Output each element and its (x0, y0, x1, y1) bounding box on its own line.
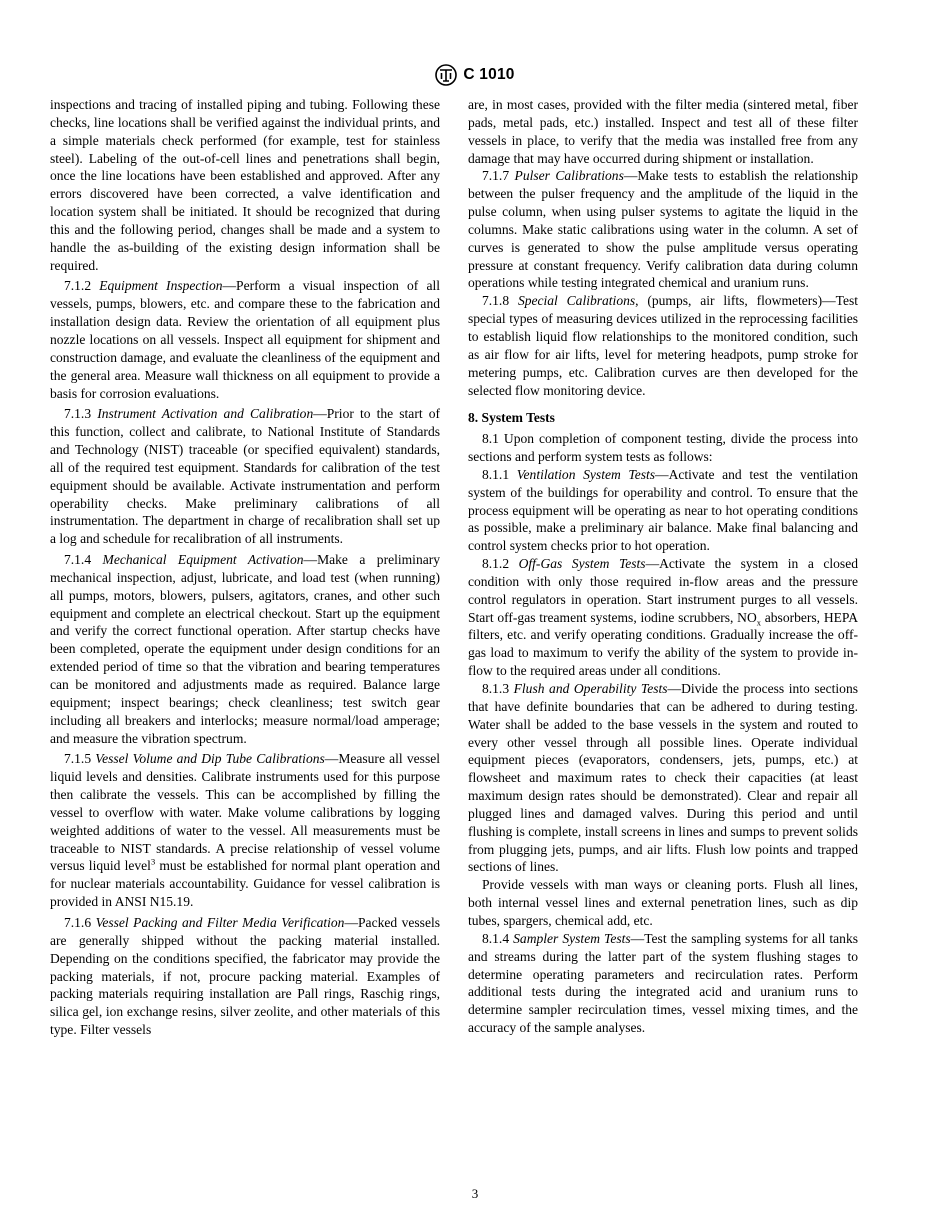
section-title: Mechanical Equipment Activation (102, 552, 304, 568)
section-8-1: 8.1 Upon completion of component testing, divide the process into sections and perform system tests as follows: (468, 431, 858, 465)
paragraph-continued: are, in most cases, provided with the filter media (sintered metal, fiber pads, metal pads, etc.) installed. Inspect and test all of these filter vessels in place, to verify that the media was installed free from any damage that may have occurred during shipment or installation. (468, 97, 858, 166)
section-title: Equipment Inspection (99, 278, 223, 294)
section-7-1-4 (50, 551, 440, 747)
paragraph-continued: inspections and tracing of installed piping and tubing. Following these checks, line locations shall be verified against the individual prints, and a simple materials check performed (for example, test for stainless steel). Labeling of the out-of-cell lines and penetrations shall begin, once the line locations have been established and approved. After any errors discovered have been corrected, a valve identification and location system shall be initiated. It should be recognized that during this and the following period, changes shall be made and a system to handle the as-building of the existing design information shall be required. (50, 97, 440, 273)
section-title: Vessel Volume and Dip Tube Calibrations (95, 751, 325, 767)
section-7-1-7 (468, 167, 858, 292)
section-number: 7.1.3 (64, 406, 92, 422)
section-title: Off-Gas System Tests (518, 556, 646, 572)
section-8-1-2 (468, 555, 858, 680)
section-body: —Perform a visual inspection of all vessels, pumps, blowers, etc. and compare these to the fabrication and installation design data. Review the orientation of all equipment plus nozzle locations on all vessels. Inspect all equipment for shipment and construction damage, and evaluate the cleanliness of the equipment and the general area. Measure wall thickness on all equipment to provide a basis for corrosion evaluations. (50, 278, 440, 401)
section-body: —Divide the process into sections that have definite boundaries that can be adhered to during testing. Water shall be added to the base vessels in the system and routed to every other vessel through all possible lines. Operate individual equipment pieces (evaporators, condensers, jets, pumps, etc.) at flowsheet and maximum rates to check their capacities (at least maximum design rates should be demonstrated). Clear and repair all plugged lines and damaged valves. During this period and until flushing is complete, install screens in lines and sumps to prevent solids from plugging jets, pumps, and air lifts. Flush low points and trapped sections of lines. (468, 681, 858, 875)
section-number: 7.1.4 (64, 552, 92, 568)
section-number: 7.1.6 (64, 914, 92, 930)
document-designation: C 1010 (463, 66, 515, 83)
section-body: —Activate the system in a closed condition with only those required in-flow areas and the pressure control regulators in operation. Start instrument purges to all vessels. Start off-gas treament systems, iodine scrubbers, NO (468, 556, 858, 625)
section-body: —Prior to the start of this function, collect and calibrate, to National Institute of Standards and Technology (NIST) traceable (or specified equivalent) standards, all of the required test equipment. Standards for calibration of the test equipment should be available. Activate instrumentation and perform operability checks. Make preliminary calibrations of all instrumentation. The department in charge of recalibration shall set up a log and schedule for recalibration of all instruments. (50, 406, 440, 547)
section-number: 8.1.1 (482, 466, 510, 482)
section-7-1-2 (50, 277, 440, 402)
section-8-1-3-continued: Provide vessels with man ways or cleaning ports. Flush all lines, both internal vessel lines and external penetration lines, such as dip tubes, spargers, chemical add, etc. (468, 877, 858, 928)
section-body: —Make a preliminary mechanical inspection, adjust, lubricate, and load test (when running) all pumps, motors, blowers, pulsers, agitators, cranes, and other such equipment and complete an electrical checkout. Start up the equipment and verify the correct functional operation. After startup checks have been completed, operate the equipment under design conditions for an extended period of time so that the vibration and bearing temperatures can be monitored and adjustments made as required. Balance large equipment; inspect bearings; check cleanliness; test switch gear including all breakers and interlocks; measure normal/load amperage; and measure the vibration spectrum. (50, 552, 441, 746)
section-8-1-1 (468, 466, 858, 555)
section-title: Pulser Calibrations (514, 168, 624, 184)
subscript: x (756, 617, 761, 628)
section-7-1-8 (468, 292, 858, 399)
section-number: 8.1.4 (482, 930, 510, 946)
section-body: , (pumps, air lifts, flowmeters)—Test special types of measuring devices utilized in the reprocessing facilities to establish liquid flow relationships to the monitored condition, such as air flow for air lifts, level for metering headpots, pump stroke for metering pumps, etc. Calibration curves are then developed for the selected flow monitoring device. (468, 293, 859, 398)
section-number: 7.1.7 (482, 168, 510, 184)
section-heading-8: 8. System Tests (468, 410, 555, 426)
section-title: Sampler System Tests (513, 930, 631, 946)
section-body: —Activate and test the ventilation system of the buildings for operability and control. To ensure that the process equipment will be operating as near to hot operating conditions as possible, make a preliminary air balance. Make final balancing and control system checks prior to hot operation. (468, 466, 858, 554)
section-title: Vessel Packing and Filter Media Verification (95, 914, 345, 930)
section-title: Flush and Operability Tests (513, 681, 668, 696)
left-column (50, 96, 440, 1039)
section-number: 8.1.3 (482, 681, 510, 696)
section-body: —Measure all vessel liquid levels and densities. Calibrate instruments used for this purpose then calibrate the vessels. This can be accomplished by filling the vessel to overflow with water. Make volume calibrations by logging weighted additions of water to the vessel. All measurements must be traceable to NIST standards. A precise relationship of vessel volume versus liquid level (50, 751, 440, 874)
page-number: 3 (471, 1186, 479, 1201)
astm-logo-icon (435, 64, 457, 86)
section-8-1-3 (468, 680, 858, 876)
right-column (468, 96, 858, 1037)
section-title: Instrument Activation and Calibration (97, 406, 314, 422)
section-title: Ventilation System Tests (516, 466, 656, 482)
footnote-marker: 3 (150, 856, 156, 867)
section-7-1-5 (50, 750, 440, 911)
section-title: Special Calibrations (517, 293, 636, 309)
page-header (0, 62, 950, 88)
section-number: 7.1.2 (64, 278, 92, 294)
section-body-continued: must be established for normal plant operation and for nuclear materials accountability. Guidance for vessel calibration is provided in ANSI N15.19. (50, 858, 440, 910)
section-body: —Packed vessels are generally shipped without the packing material installed. Depending on the conditions specified, the fabricator may provide the packing materials, if not, procure packing material. Examples of packing materials requiring installation are Pall rings, Raschig rings, silica gel, ion exchange resins, silver zeolite, and other materials of this type. Filter vessels (50, 914, 440, 1038)
section-7-1-3 (50, 405, 440, 548)
section-body: —Make tests to establish the relationship between the pulser frequency and the amplitude of the liquid in the pulse column, when using pulser systems to agitate the liquid in the columns. Make static calibrations using water in the column. A set of curves is generated to show the pulse amplitude versus operating pressure at constant frequency. Verify calibration data during column operations while testing integrated chemical and uranium runs. (468, 168, 858, 291)
section-8-1-4 (468, 930, 858, 1037)
section-number: 8.1.2 (482, 556, 510, 572)
section-number: 7.1.8 (482, 293, 510, 309)
section-7-1-6 (50, 914, 440, 1039)
section-body-continued: absorbers, HEPA filters, etc. and verify operating conditions. Gradually increase the off-gas load to maximum to verify the ability of the system to provide in-flow to the required areas under all conditions. (468, 609, 858, 679)
section-body: —Test the sampling systems for all tanks and streams during the latter part of the system flushing stages to determine operating parameters and recirculation rates. Perform additional tests during the integrated acid and uranium runs to determine sampler recirculation times, vessel mixing times, and the accuracy of the sample analyses. (468, 930, 858, 1036)
section-number: 7.1.5 (64, 751, 92, 767)
